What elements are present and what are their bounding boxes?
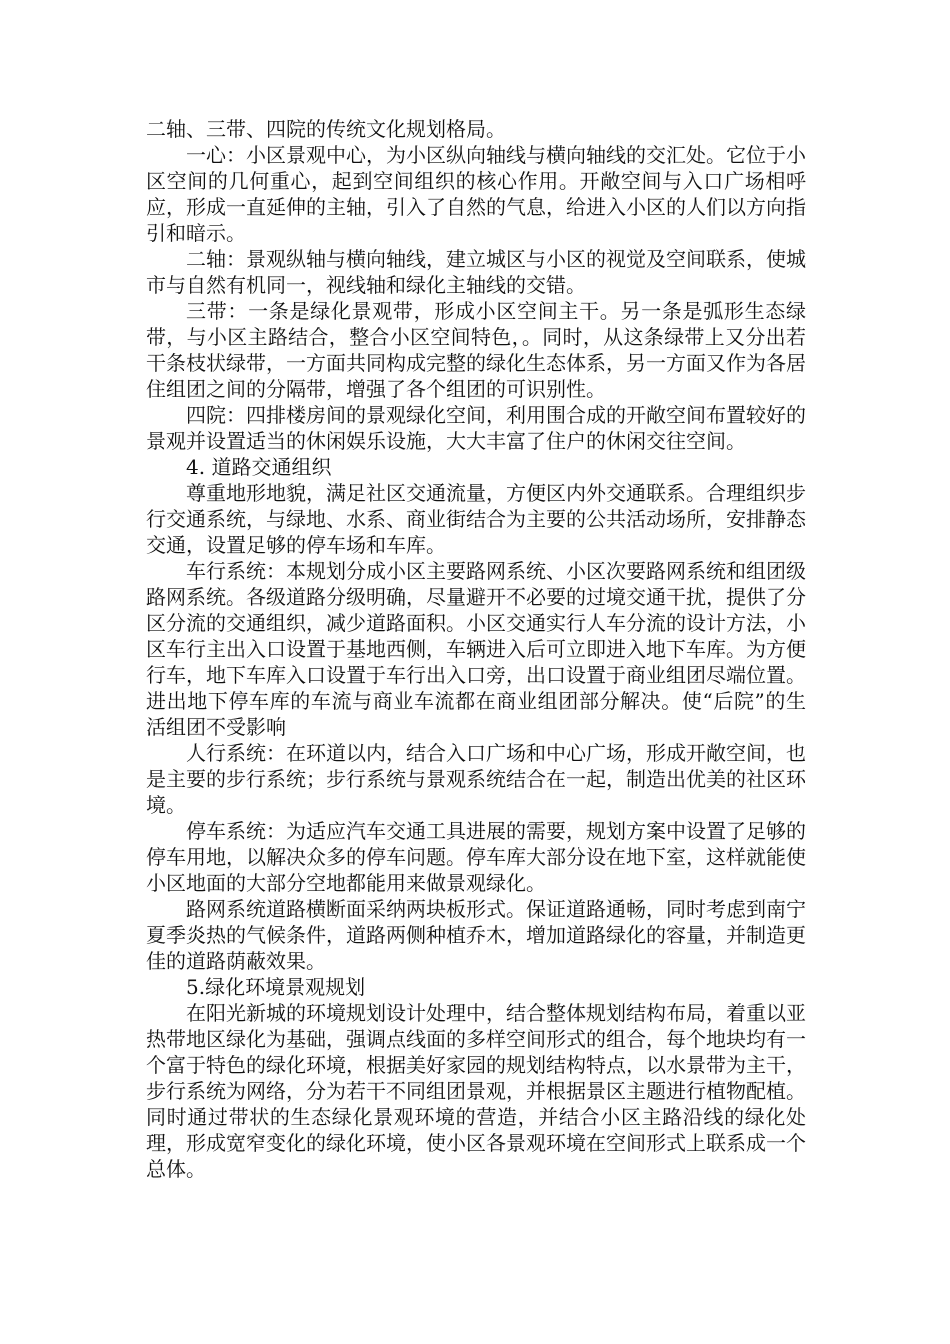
paragraph-center: 一心：小区景观中心，为小区纵向轴线与横向轴线的交汇处。它位于小区空间的几何重心，起到空间组织的核心作用。开敞空间与入口广场相呼应，形成一直延伸的主轴，引入了自然的气息，给进入小区的人们以方向指引和暗示。 [146, 143, 806, 245]
paragraph-pedestrian-system: 人行系统：在环道以内，结合入口广场和中心广场，形成开敞空间，也是主要的步行系统；步行系统与景观系统结合在一起，制造出优美的社区环境。 [146, 741, 806, 817]
paragraph-parking-system: 停车系统：为适应汽车交通工具进展的需要，规划方案中设置了足够的停车用地，以解决众多的停车问题。停车库大部分设在地下室，这样就能使小区地面的大部分空地都能用来做景观绿化。 [146, 819, 806, 895]
section-heading-landscape: 5.绿化环境景观规划 [186, 975, 366, 999]
paragraph-traffic-intro: 尊重地形地貌，满足社区交通流量，方便区内外交通联系。合理组织步行交通系统，与绿地、水系、商业街结合为主要的公共活动场所，安排静态交通，设置足够的停车场和车库。 [146, 481, 806, 557]
paragraph-two-axes: 二轴：景观纵轴与横向轴线，建立城区与小区的视觉及空间联系，使城市与自然有机同一，视线轴和绿化主轴线的交错。 [146, 247, 806, 297]
paragraph-road-section: 路网系统道路横断面采纳两块板形式。保证道路通畅，同时考虑到南宁夏季炎热的气候条件，道路两侧种植乔木，增加道路绿化的容量，并制造更佳的道路荫蔽效果。 [146, 897, 806, 973]
paragraph-three-belts: 三带：一条是绿化景观带，形成小区空间主干。另一条是弧形生态绿带，与小区主路结合，整合小区空间特色，。同时，从这条绿带上又分出若干条枝状绿带，一方面共同构成完整的绿化生态体系，另一方面又作为各居住组团之间的分隔带，增强了各个组团的可识别性。 [146, 299, 806, 401]
document-page [146, 116, 806, 1182]
section-heading-traffic: 4. 道路交通组织 [186, 455, 332, 479]
paragraph-four-courts: 四院：四排楼房间的景观绿化空间，利用围合成的开敞空间布置较好的景观并设置适当的休闲娱乐设施，大大丰富了住户的休闲交往空间。 [146, 403, 806, 453]
paragraph-vehicle-system: 车行系统：本规划分成小区主要路网系统、小区次要路网系统和组团级路网系统。各级道路分级明确，尽量避开不必要的过境交通干扰，提供了分区分流的交通组织，减少道路面积。小区交通实行人车分流的设计方法，小区车行主出入口设置于基地西侧，车辆进入后可立即进入地下车库。为方便行车，地下车库入口设置于车行出入口旁，出口设置于商业组团尽端位置。进出地下停车库的车流与商业车流都在商业组团部分解决。使“后院”的生活组团不受影响 [146, 559, 806, 739]
paragraph-continuation: 二轴、三带、四院的传统文化规划格局。 [146, 117, 506, 141]
paragraph-landscape-plan: 在阳光新城的环境规划设计处理中，结合整体规划结构布局，着重以亚热带地区绿化为基础，强调点线面的多样空间形式的组合，每个地块均有一个富于特色的绿化环境，根据美好家园的规划结构特点，以水景带为主干，步行系统为网络，分为若干不同组团景观，并根据景区主题进行植物配植。同时通过带状的生态绿化景观环境的营造，并结合小区主路沿线的绿化处理，形成宽窄变化的绿化环境，使小区各景观环境在空间形式上联系成一个总体。 [146, 1001, 806, 1181]
